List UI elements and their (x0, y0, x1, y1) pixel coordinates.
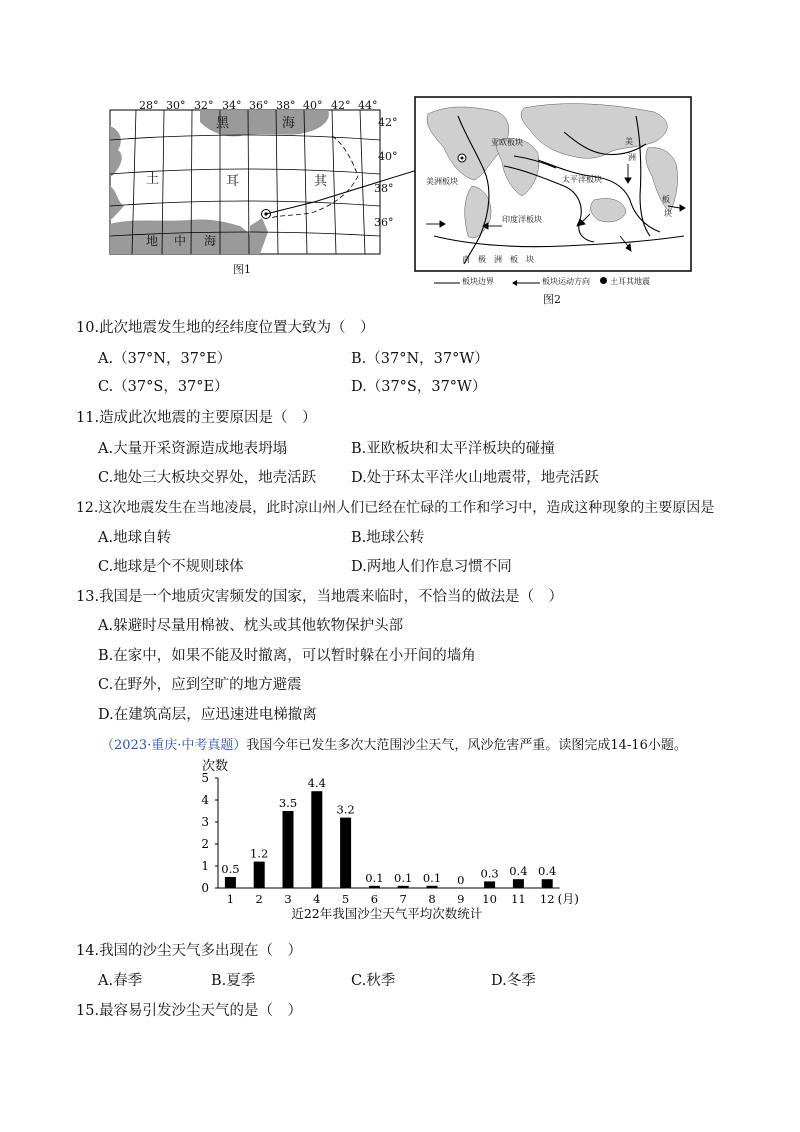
bar (311, 791, 322, 888)
option-b[interactable]: B.地球公转 (351, 530, 425, 546)
x-tick-label: 3 (284, 892, 292, 906)
bar-value-label: 3.2 (336, 802, 355, 817)
eurasian-plate-label: 亚欧板块 (491, 138, 523, 147)
option-c[interactable]: C.在野外，应到空旷的地方避震 (98, 677, 302, 693)
america-label: 洲 (628, 153, 636, 162)
lat-label: 36° (374, 216, 394, 229)
x-tick-label: 7 (399, 892, 407, 906)
question-text: 10.此次地震发生地的经纬度位置大致为（ ） (76, 320, 375, 336)
pacific-plate-label: 太平洋板块 (562, 175, 602, 184)
lat-label: 38° (374, 182, 394, 195)
med-sea-label: 中 (174, 234, 187, 248)
plate-label: 板 (662, 195, 670, 204)
bar-value-label: 0.3 (480, 866, 499, 881)
legend-quake-label: 土耳其地震 (610, 277, 650, 286)
bar-value-label: 0.4 (538, 864, 557, 879)
option-a[interactable]: A.大量开采资源造成地表坍塌 (98, 441, 288, 457)
bar (340, 818, 351, 888)
bar-value-label: 4.4 (307, 776, 326, 791)
lon-label: 36° (249, 99, 269, 112)
option-a[interactable]: A.躲避时尽量用棉被、枕头或其他软物保护头部 (98, 618, 404, 634)
question-text: 12.这次地震发生在当地凌晨，此时凉山州人们已经在忙碌的工作和学习中，造成这种现象的主要原因是 (76, 500, 715, 516)
question-text: 13.我国是一个地质灾害频发的国家，当地震来临时，不恰当的做法是（ ） (76, 589, 564, 605)
option-b[interactable]: B.夏季 (211, 973, 256, 989)
turkey-label: 土 (146, 172, 160, 187)
x-tick-label: 11 (511, 892, 526, 906)
lon-label: 42° (331, 99, 351, 112)
x-tick-label: 1 (226, 892, 235, 906)
x-tick-label: 8 (428, 892, 436, 906)
y-tick-label: 4 (201, 793, 209, 807)
bar (542, 879, 553, 888)
turkey-label: 其 (314, 174, 328, 189)
figure-1-caption: 图1 (233, 263, 251, 276)
med-sea-label: 海 (204, 234, 217, 248)
bar (254, 862, 265, 888)
option-b[interactable]: B.亚欧板块和太平洋板块的碰撞 (351, 441, 555, 457)
figure-2-legend (434, 276, 684, 290)
legend-direction-label: 板块运动方向 (542, 277, 590, 286)
option-d[interactable]: D.冬季 (491, 973, 536, 989)
antarctic-plate-label: 南 极 洲 板 块 (462, 255, 534, 264)
chart-ylabel: 次数 (202, 759, 229, 774)
lon-label: 34° (222, 99, 242, 112)
american-plate-label: 美洲板块 (426, 177, 458, 186)
bar (369, 886, 380, 888)
bar-value-label: 0 (457, 873, 465, 887)
bar (283, 811, 294, 888)
option-d[interactable]: D.处于环太平洋火山地震带，地壳活跃 (351, 470, 599, 486)
black-sea-label: 黑 (216, 116, 230, 131)
chart-xlabel: (月) (557, 892, 579, 906)
black-sea-label: 海 (282, 116, 296, 131)
option-a[interactable]: A.地球自转 (98, 530, 172, 546)
bar (513, 879, 524, 888)
option-a[interactable]: A.春季 (98, 973, 143, 989)
lon-label: 32° (194, 99, 214, 112)
option-b[interactable]: B.在家中，如果不能及时撤离，可以暂时躲在小开间的墙角 (98, 648, 476, 664)
option-c[interactable]: C.地球是个不规则球体 (98, 559, 244, 575)
x-tick-label: 10 (482, 892, 497, 906)
bar-value-label: 0.1 (394, 870, 413, 885)
bar (225, 877, 236, 888)
bar-value-label: 0.4 (509, 864, 528, 879)
option-a[interactable]: A.（37°N，37°E） (98, 351, 232, 367)
bar (398, 886, 409, 888)
option-d[interactable]: D.两地人们作息习惯不同 (351, 559, 512, 575)
question-text: 15.最容易引发沙尘天气的是（ ） (76, 1003, 303, 1019)
option-b[interactable]: B.（37°N，37°W） (351, 351, 489, 367)
turkey-label: 耳 (226, 174, 240, 189)
legend-boundary-label: 板块边界 (462, 277, 494, 286)
x-tick-label: 6 (370, 892, 379, 906)
option-c[interactable]: C.（37°S，37°E） (98, 379, 229, 395)
boundary-line-icon (434, 281, 460, 285)
y-tick-label: 2 (201, 837, 209, 851)
bar-value-label: 3.5 (278, 796, 298, 810)
option-c[interactable]: C.秋季 (351, 973, 396, 989)
quake-dot-icon (600, 277, 607, 284)
section-intro (101, 734, 687, 753)
x-tick-label: 5 (341, 892, 350, 906)
lon-label: 40° (303, 99, 323, 112)
y-tick-label: 5 (201, 771, 209, 785)
indian-plate-label: 印度洋板块 (502, 215, 542, 224)
med-sea-label: 地 (146, 234, 159, 248)
chart-title: 近22年我国沙尘天气平均次数统计 (291, 906, 483, 921)
bar (427, 886, 438, 888)
x-tick-label: 2 (255, 892, 263, 906)
bar-value-label: 0.5 (221, 862, 240, 876)
america-label: 美 (625, 137, 633, 146)
question-text: 11.造成此次地震的主要原因是（ ） (76, 410, 317, 426)
option-d[interactable]: D.（37°S，37°W） (351, 379, 487, 395)
lon-label: 28° (139, 99, 159, 112)
source-tag: （2023·重庆·中考真题） (101, 738, 247, 753)
intro-text: 我国今年已发生多次大范围沙尘天气，风沙危害严重。读图完成14-16小题。 (246, 738, 687, 753)
bar-value-label: 0.1 (422, 870, 442, 885)
question-text: 14.我国的沙尘天气多出现在（ ） (76, 943, 303, 959)
x-tick-label: 9 (457, 892, 465, 906)
x-tick-label: 12 (539, 892, 555, 906)
lat-label: 40° (378, 150, 398, 163)
x-tick-label: 4 (313, 892, 321, 906)
bar (484, 881, 495, 888)
bar-value-label: 0.1 (365, 870, 384, 885)
dust-storm-bar-chart (190, 756, 630, 922)
bar-value-label: 1.2 (250, 846, 269, 861)
lon-label: 44° (358, 99, 378, 112)
option-c[interactable]: C.地处三大板块交界处，地壳活跃 (98, 470, 317, 486)
option-d[interactable]: D.在建筑高层，应迅速进电梯撤离 (98, 707, 317, 723)
y-tick-label: 1 (201, 859, 209, 873)
figure-2-caption: 图2 (543, 293, 561, 306)
y-tick-label: 3 (201, 815, 209, 829)
y-tick-label: 0 (201, 881, 209, 895)
lon-label: 38° (276, 99, 296, 112)
lon-label: 30° (166, 99, 186, 112)
plate-label: 块 (664, 209, 672, 218)
lat-label: 42° (378, 116, 398, 129)
arrow-left-icon (512, 279, 540, 287)
